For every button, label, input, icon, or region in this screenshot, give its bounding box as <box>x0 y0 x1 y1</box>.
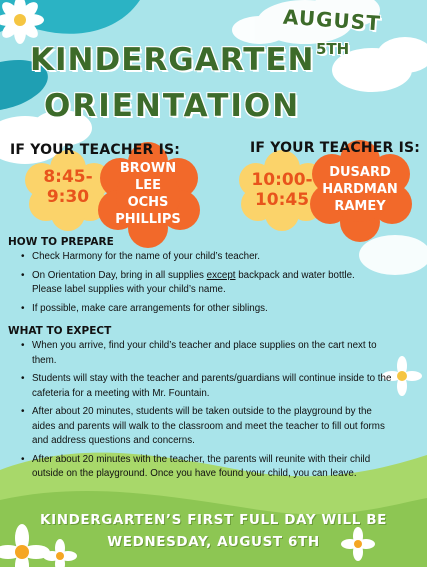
emphasis-except: except <box>206 269 236 281</box>
title-line2: ORIENTATION <box>44 88 301 124</box>
title-line1: KINDERGARTEN <box>30 42 315 78</box>
group2-time-start: 10:00- <box>251 170 313 190</box>
list-item: • When you arrive, find your child’s teacher and place supplies on the cart next to them. <box>20 339 395 368</box>
prepare-heading: HOW TO PREPARE <box>8 236 114 248</box>
list-item: • Check Harmony for the name of your child’s teacher. <box>20 250 385 265</box>
group1-teachers <box>108 160 188 228</box>
teacher-name: OCHS <box>127 195 169 210</box>
teacher-name: PHILLIPS <box>115 212 181 227</box>
list-item: • After about 20 minutes, students will be taken outside to the playground by the aides and parents will walk to the classroom and meet the teacher to fill out forms and address questions and concerns. <box>20 405 395 449</box>
title-month: AUGUST <box>282 4 382 36</box>
group1-time-start: 8:45- <box>43 167 93 187</box>
teacher-name: HARDMAN <box>322 182 398 197</box>
daisy-top-left <box>0 0 44 44</box>
group1-time <box>32 167 104 207</box>
prepare-list <box>20 250 385 320</box>
group2-teachers <box>316 164 404 215</box>
group2-heading: IF YOUR TEACHER IS: <box>250 140 421 156</box>
expect-heading: WHAT TO EXPECT <box>8 325 112 337</box>
footer-line1: KINDERGARTEN’S FIRST FULL DAY WILL BE <box>40 512 387 528</box>
group2-time <box>246 170 318 210</box>
footer-line2: WEDNESDAY, AUGUST 6TH <box>107 534 320 550</box>
list-item: • After about 20 minutes with the teacher, the parents will reunite with their child outside on the playground. Once you have found your child, you can leave. <box>20 453 395 482</box>
teacher-name: LEE <box>134 178 162 193</box>
list-item: • On Orientation Day, bring in all supplies except backpack and water bottle. Please label supplies with your child’s name. <box>20 269 385 298</box>
group1-heading: IF YOUR TEACHER IS: <box>10 142 181 158</box>
teacher-name: DUSARD <box>329 165 391 180</box>
teacher-name: RAMEY <box>334 199 386 214</box>
list-item: • If possible, make care arrangements for other siblings. <box>20 302 385 317</box>
group1-time-end: 9:30 <box>46 187 90 207</box>
title-day: 5TH <box>316 40 350 58</box>
group2-time-end: 10:45 <box>254 190 310 210</box>
list-item: • Students will stay with the teacher and parents/guardians will continue inside to the cafeteria for a meeting with Mr. Fountain. <box>20 372 395 401</box>
expect-list <box>20 339 395 486</box>
teacher-name: BROWN <box>119 161 177 176</box>
